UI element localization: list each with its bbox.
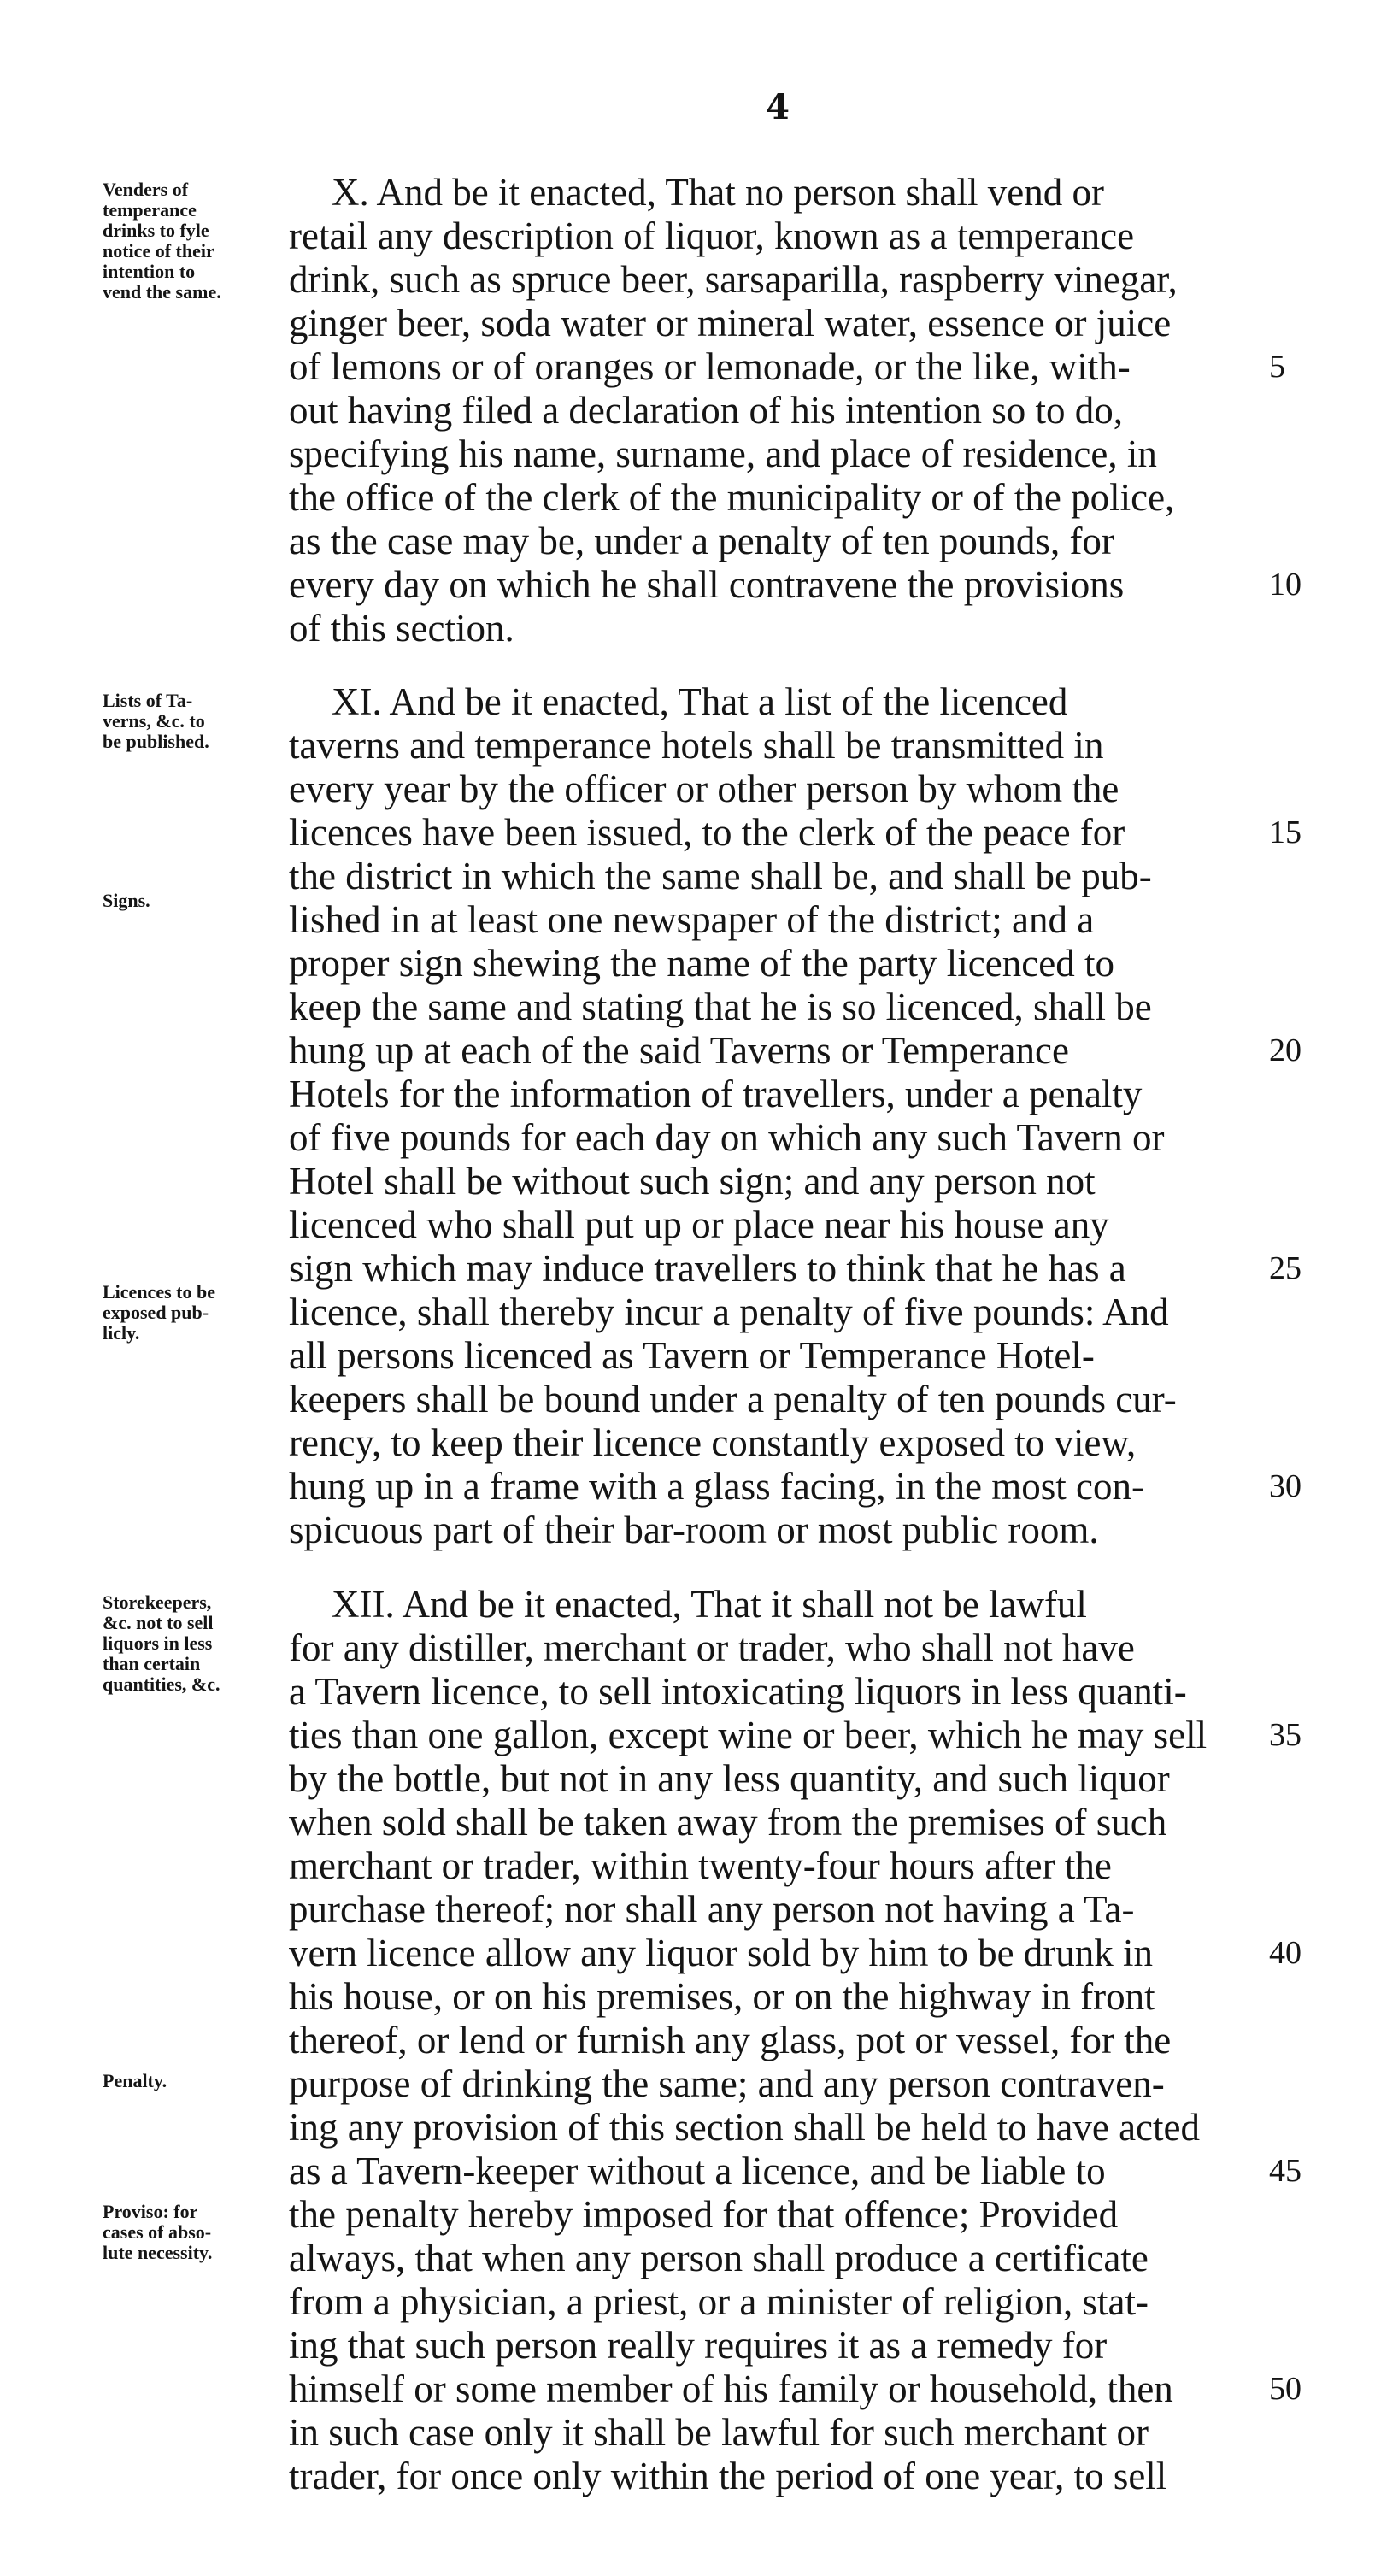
line-number: 50 (1269, 2371, 1302, 2407)
text-line: proper sign shewing the name of the party licenced to (289, 942, 1114, 985)
margin-note-signs (103, 891, 282, 911)
text-line: sign which may induce travellers to think that he has a (289, 1247, 1126, 1290)
margin-note-line: vend the same. (103, 281, 221, 303)
text-line: purchase thereof; nor shall any person not having a Ta- (289, 1888, 1135, 1931)
margin-note-line: Lists of Ta- (103, 690, 193, 711)
line-number: 15 (1269, 815, 1302, 850)
text-line: all persons licenced as Tavern or Temperance Hotel- (289, 1334, 1095, 1377)
margin-note-line: intention to (103, 261, 196, 282)
text-line: a Tavern licence, to sell intoxicating liquors in less quanti- (289, 1670, 1187, 1713)
text-line: merchant or trader, within twenty-four hours after the (289, 1844, 1112, 1887)
text-line: Hotel shall be without such sign; and any person not (289, 1160, 1096, 1203)
text-line: lished in at least one newspaper of the district; and a (289, 898, 1095, 941)
margin-note-line: Penalty. (103, 2070, 167, 2091)
line-number: 30 (1269, 1468, 1302, 1504)
text-line: Hotels for the information of travellers, under a penalty (289, 1073, 1143, 1115)
margin-note-line: be published. (103, 731, 209, 752)
text-line: hung up at each of the said Taverns or Temperance (289, 1029, 1069, 1072)
text-line: ties than one gallon, except wine or beer, which he may sell (289, 1714, 1208, 1756)
margin-note-line: than certain (103, 1653, 201, 1674)
text-line: keep the same and stating that he is so licenced, shall be (289, 985, 1152, 1028)
line-number: 35 (1269, 1717, 1302, 1753)
margin-note-line: Signs. (103, 890, 150, 911)
text-line: trader, for once only within the period of one year, to sell (289, 2455, 1167, 2497)
text-line: licences have been issued, to the clerk of the peace for (289, 811, 1125, 854)
margin-note-line: Proviso: for (103, 2201, 198, 2222)
text-line: from a physician, a priest, or a minister of religion, stat- (289, 2280, 1149, 2323)
margin-note-storekeepers (103, 1592, 282, 1695)
text-line: thereof, or lend or furnish any glass, pot or vessel, for the (289, 2019, 1172, 2061)
text-line: drink, such as spruce beer, sarsaparilla, raspberry vinegar, (289, 258, 1178, 301)
line-number: 45 (1269, 2153, 1302, 2189)
margin-note-line: Venders of (103, 179, 189, 200)
text-line: retail any description of liquor, known as a temperance (289, 215, 1135, 257)
page-number: 4 (766, 87, 790, 127)
text-line: of lemons or of oranges or lemonade, or the like, with- (289, 345, 1131, 388)
text-line: purpose of drinking the same; and any person contraven- (289, 2062, 1165, 2105)
line-number: 5 (1269, 349, 1285, 385)
margin-note-line: lute necessity. (103, 2242, 213, 2263)
text-line: rency, to keep their licence constantly exposed to view, (289, 1421, 1137, 1464)
text-line: vern licence allow any liquor sold by him to be drunk in (289, 1932, 1154, 1974)
text-line: specifying his name, surname, and place of residence, in (289, 432, 1157, 475)
text-line: himself or some member of his family or household, then (289, 2367, 1173, 2410)
text-line: licence, shall thereby incur a penalty of five pounds: And (289, 1291, 1169, 1333)
text-line: for any distiller, merchant or trader, who shall not have (289, 1626, 1135, 1669)
margin-note-line: drinks to fyle (103, 220, 209, 241)
margin-note-line: verns, &c. to (103, 710, 205, 732)
text-line: taverns and temperance hotels shall be transmitted in (289, 724, 1104, 767)
text-line: ing any provision of this section shall be held to have acted (289, 2106, 1201, 2149)
text-line: as the case may be, under a penalty of ten pounds, for (289, 520, 1114, 562)
margin-note-proviso (103, 2202, 282, 2263)
text-line: in such case only it shall be lawful for such merchant or (289, 2411, 1149, 2454)
text-line: by the bottle, but not in any less quantity, and such liquor (289, 1757, 1170, 1800)
margin-note-line: licly. (103, 1322, 140, 1344)
text-line: his house, or on his premises, or on the highway in front (289, 1975, 1155, 2018)
text-line: X. And be it enacted, That no person shall vend or (332, 171, 1104, 214)
text-line: of this section. (289, 607, 514, 650)
margin-note-lists-of-taverns (103, 691, 282, 752)
margin-note-line: liquors in less (103, 1632, 213, 1654)
section-xii-text (289, 1583, 1297, 2498)
text-line: spicuous part of their bar-room or most public room. (289, 1509, 1099, 1551)
margin-note-line: cases of abso- (103, 2221, 212, 2243)
text-line: keepers shall be bound under a penalty of ten pounds cur- (289, 1378, 1177, 1420)
margin-note-line: notice of their (103, 240, 214, 262)
line-number: 25 (1269, 1250, 1302, 1286)
section-xi-text (289, 680, 1297, 1552)
text-line: ginger beer, soda water or mineral water, essence or juice (289, 302, 1172, 344)
text-line: always, that when any person shall produce a certificate (289, 2237, 1149, 2279)
margin-note-penalty (103, 2071, 282, 2091)
line-number: 40 (1269, 1935, 1302, 1971)
text-line: XI. And be it enacted, That a list of the licenced (332, 680, 1068, 723)
text-line: licenced who shall put up or place near his house any (289, 1203, 1109, 1246)
text-line: every year by the officer or other person by whom the (289, 768, 1119, 810)
text-line: hung up in a frame with a glass facing, in the most con- (289, 1465, 1145, 1508)
text-line: of five pounds for each day on which any such Tavern or (289, 1116, 1165, 1159)
margin-note-venders (103, 179, 282, 303)
line-number: 20 (1269, 1032, 1302, 1068)
text-line: the office of the clerk of the municipality or of the police, (289, 476, 1175, 519)
text-line: XII. And be it enacted, That it shall not be lawful (332, 1583, 1087, 1626)
text-line: the penalty hereby imposed for that offence; Provided (289, 2193, 1119, 2236)
margin-note-line: Licences to be (103, 1281, 215, 1303)
text-line: ing that such person really requires it as a remedy for (289, 2324, 1108, 2367)
margin-note-line: temperance (103, 199, 197, 221)
margin-note-line: &c. not to sell (103, 1612, 214, 1633)
text-line: the district in which the same shall be, and shall be pub- (289, 855, 1152, 897)
text-line: as a Tavern-keeper without a licence, and be liable to (289, 2150, 1106, 2192)
margin-note-licences-exposed (103, 1282, 282, 1344)
margin-note-line: exposed pub- (103, 1302, 209, 1323)
line-number: 10 (1269, 567, 1302, 603)
section-x-text (289, 171, 1297, 650)
margin-note-line: quantities, &c. (103, 1673, 220, 1695)
text-line: when sold shall be taken away from the premises of such (289, 1801, 1167, 1844)
text-line: every day on which he shall contravene the provisions (289, 563, 1125, 606)
margin-note-line: Storekeepers, (103, 1591, 212, 1613)
text-line: out having filed a declaration of his intention so to do, (289, 389, 1124, 432)
